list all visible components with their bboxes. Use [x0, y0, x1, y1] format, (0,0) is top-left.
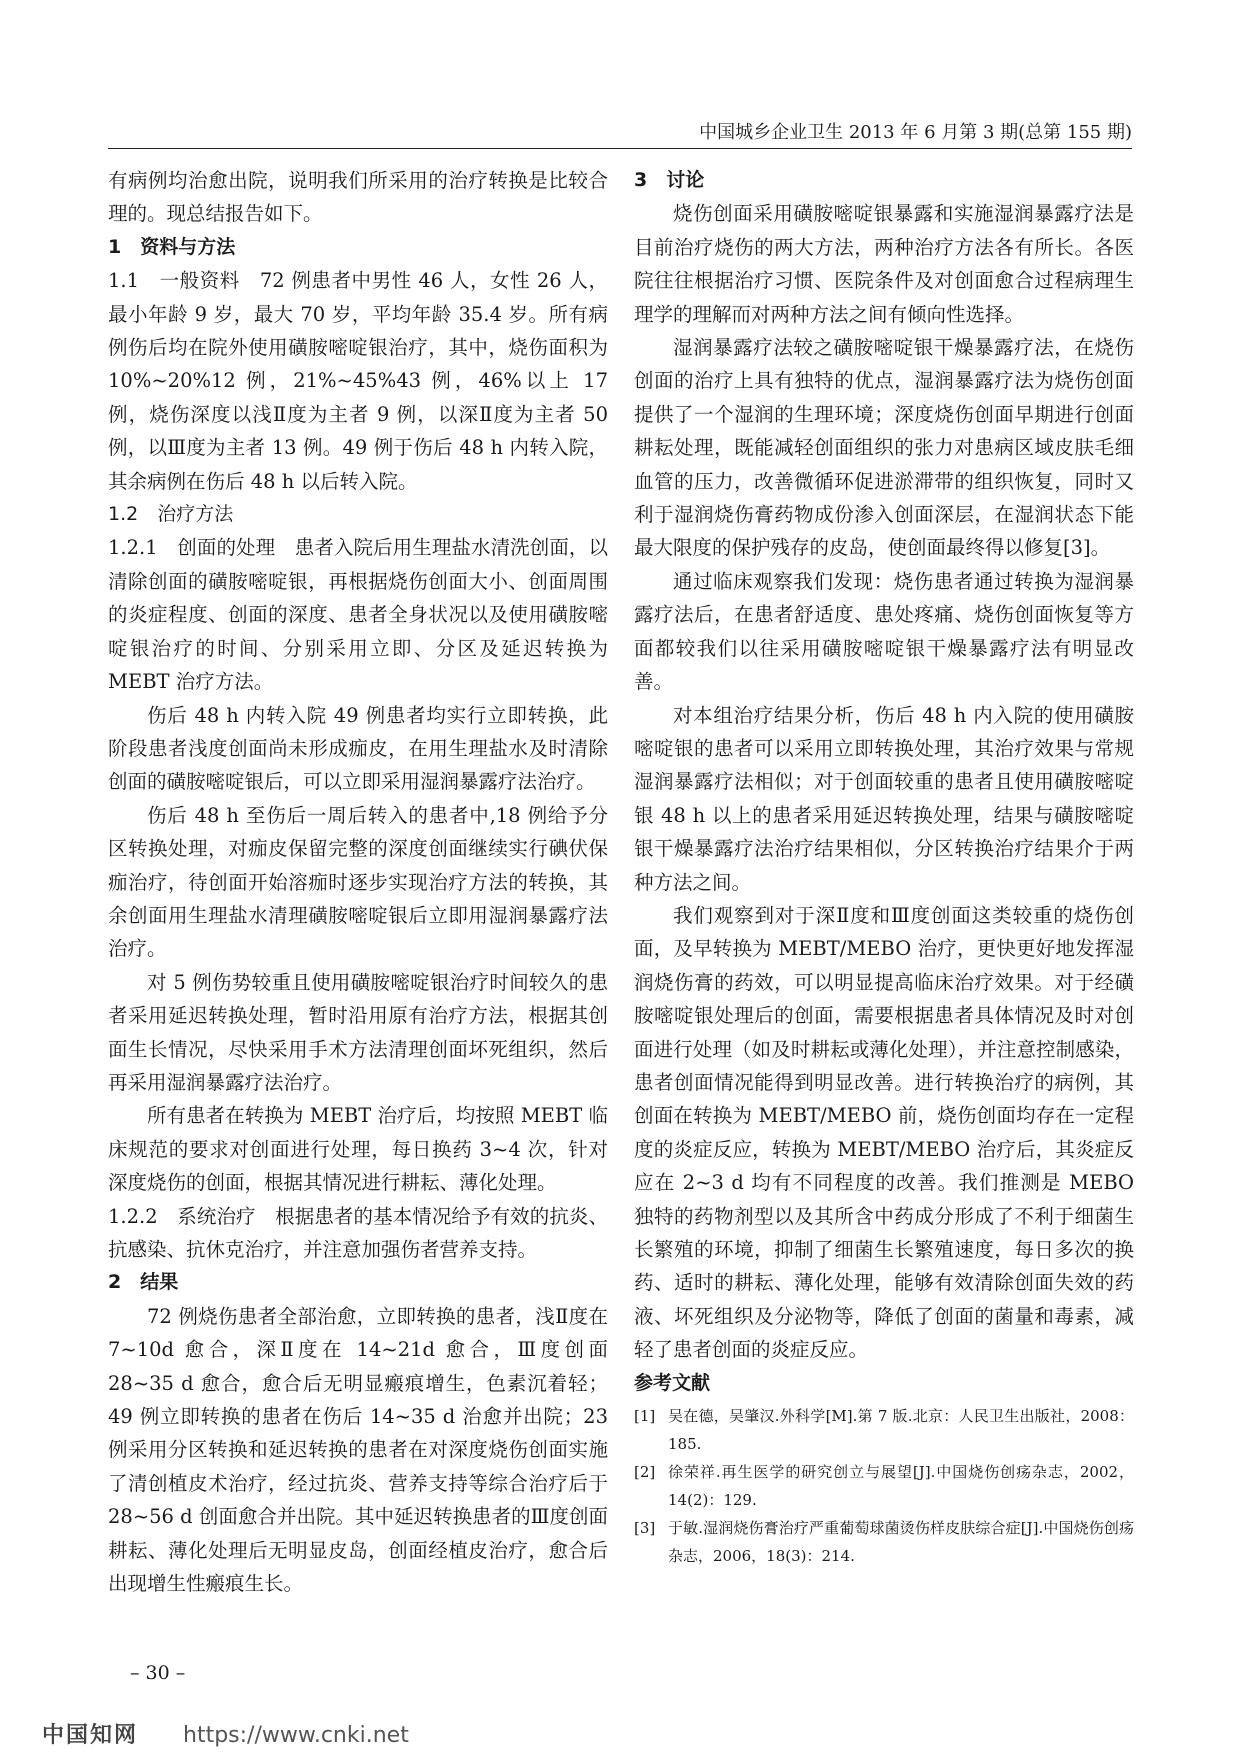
general-data-paragraph: 1.1 一般资料 72 例患者中男性 46 人，女性 26 人，最小年龄 9 岁，最大 70 岁，平均年龄 35.4 岁。所有病例伤后均在院外使用磺胺嘧啶银治疗，其中，烧伤面积为 10%~20%12 例，21%~45%43 例，46%以上 17 例，烧伤深度以浅Ⅱ度为主者 9 例，以深Ⅱ度为主者 50 例，以Ⅲ度为主者 13 例。49 例于伤后 48 h 内转入院，其余病例在伤后 48 h 以后转入院。 [108, 269, 608, 493]
intro-paragraph-end: 有病例均治愈出院，说明我们所采用的治疗转换是比较合理的。现总结报告如下。 [108, 169, 608, 226]
reference-number: [2] [634, 1463, 656, 1482]
zonal-conversion-paragraph: 伤后 48 h 至伤后一周后转入的患者中,18 例给予分区转换处理，对痂皮保留完整的深度创面继续实行碘伏保痂治疗，待创面开始溶痂时逐步实现治疗方法的转换，其余创面用生理盐水清理磺胺嘧啶银后立即用湿润暴露疗法治疗。 [108, 803, 608, 961]
immediate-conversion-paragraph: 伤后 48 h 内转入院 49 例患者均实行立即转换，此阶段患者浅度创面尚未形成痂皮，在用生理盐水及时清除创面的磺胺嘧啶银后，可以立即采用湿润暴露疗法治疗。 [108, 703, 608, 794]
section-heading-methods: 1 资料与方法 [108, 235, 236, 258]
discussion-paragraph-2: 湿润暴露疗法较之磺胺嘧啶银干燥暴露疗法，在烧伤创面的治疗上具有独特的优点，湿润暴露疗法为烧伤创面提供了一个湿润的生理环境；深度烧伤创面早期进行创面耕耘处理，既能减轻创面组织的张力对患病区域皮肤毛细血管的压力，改善微循环促进淤滞带的组织恢复，同时又利于湿润烧伤膏药物成份渗入创面深层，在湿润状态下能最大限度的保护残存的皮岛，使创面最终得以修复[3]。 [634, 336, 1134, 560]
discussion-paragraph-4: 对本组治疗结果分析，伤后 48 h 内入院的使用磺胺嘧啶银的患者可以采用立即转换处理，其治疗效果与常规湿润暴露疗法相似；对于创面较重的患者且使用磺胺嘧啶银 48 h 以上的患者采用延迟转换处理，结果与磺胺嘧啶银干燥暴露疗法治疗结果相似，分区转换治疗结果介于两种方法之间。 [634, 703, 1134, 894]
systemic-treatment-paragraph: 1.2.2 系统治疗 根据患者的基本情况给予有效的抗炎、抗感染、抗休克治疗，并注意加强伤者营养支持。 [108, 1204, 608, 1261]
discussion-paragraph-5: 我们观察到对于深Ⅱ度和Ⅲ度创面这类较重的烧伤创面，及早转换为 MEBT/MEBO 治疗，更快更好地发挥湿润烧伤膏的药效，可以明显提高临床治疗效果。对于经磺胺嘧啶银处理后的创面，需要根据患者具体情况及时对创面进行处理（如及时耕耘或薄化处理），并注意控制感染，患者创面情况能得到明显改善。进行转换治疗的病例，其创面在转换为 MEBT/MEBO 前，烧伤创面均存在一定程度的炎症反应，转换为 MEBT/MEBO 治疗后，其炎症反应在 2~3 d 均有不同程度的改善。我们推测是 MEBO 独特的药物剂型以及其所含中药成分形成了不利于细菌生长繁殖的环境，抑制了细菌生长繁殖速度，每日多次的换药、适时的耕耘、薄化处理，能够有效清除创面失效的药液、坏死组织及分泌物等，降低了创面的菌量和毒素，减轻了患者创面的炎症反应。 [634, 903, 1134, 1362]
reference-number: [1] [634, 1407, 656, 1426]
references-list [634, 1402, 1134, 1570]
reference-item [634, 1402, 1134, 1458]
discussion-paragraph-1: 烧伤创面采用磺胺嘧啶银暴露和实施湿润暴露疗法是目前治疗烧伤的两大方法，两种治疗方法各有所长。各医院往往根据治疗习惯、医院条件及对创面愈合过程病理生理学的理解而对两种方法之间有倾向性选择。 [634, 202, 1134, 326]
cnki-logo: 中国知网 [42, 1723, 139, 1748]
running-header: 中国城乡企业卫生 2013 年 6 月第 3 期(总第 155 期) [699, 122, 1132, 143]
reference-text: 吴在德，吴肇汉.外科学[M].第 7 版.北京：人民卫生出版社，2008：185. [668, 1407, 1134, 1454]
reference-item [634, 1514, 1134, 1570]
mebt-care-paragraph: 所有患者在转换为 MEBT 治疗后，均按照 MEBT 临床规范的要求对创面进行处理，每日换药 3~4 次，针对深度烧伤的创面，根据其情况进行耕耘、薄化处理。 [108, 1104, 608, 1195]
reference-item [634, 1458, 1134, 1514]
results-paragraph: 72 例烧伤患者全部治愈，立即转换的患者，浅Ⅱ度在 7~10d 愈合，深Ⅱ度在 14~21d 愈合，Ⅲ度创面 28~35 d 愈合，愈合后无明显瘢痕增生，色素沉着轻；49 例立即转换的患者在伤后 14~35 d 治愈并出院；23 例采用分区转换和延迟转换的患者在对深度烧伤创面实施了清创植皮术治疗，经过抗炎、营养支持等综合治疗后于 28~56 d 创面愈合并出院。其中延迟转换患者的Ⅲ度创面耕耘、薄化处理后无明显皮岛，创面经植皮治疗，愈合后出现增生性瘢痕生长。 [108, 1304, 608, 1596]
section-heading-discussion: 3 讨论 [634, 169, 705, 191]
delayed-conversion-paragraph: 对 5 例伤势较重且使用磺胺嘧啶银治疗时间较久的患者采用延迟转换处理，暂时沿用原有治疗方法，根据其创面生长情况，尽快采用手术方法清理创面坏死组织，然后再采用湿润暴露疗法治疗。 [108, 970, 608, 1094]
reference-text: 徐荣祥.再生医学的研究创立与展望[J].中国烧伤创疡杂志，2002，14(2)：129. [668, 1463, 1134, 1510]
right-column [634, 164, 1134, 1570]
section-heading-results: 2 结果 [108, 1271, 179, 1294]
subsection-heading-treatment: 1.2 治疗方法 [108, 503, 234, 526]
references-heading: 参考文献 [634, 1371, 711, 1394]
header-rule [108, 148, 1132, 149]
discussion-paragraph-3: 通过临床观察我们发现：烧伤患者通过转换为湿润暴露疗法后，在患者舒适度、患处疼痛、烧伤创面恢复等方面都较我们以往采用磺胺嘧啶银干燥暴露疗法有明显改善。 [634, 569, 1134, 694]
reference-text: 于敏.湿润烧伤膏治疗严重葡萄球菌烫伤样皮肤综合症[J].中国烧伤创疡杂志，2006，18(3)：214. [668, 1519, 1134, 1566]
page-number: – 30 – [130, 1662, 186, 1684]
reference-number: [3] [634, 1519, 656, 1538]
cnki-url[interactable]: https://www.cnki.net [183, 1723, 409, 1748]
footer-watermark [42, 1718, 409, 1749]
wound-treatment-paragraph: 1.2.1 创面的处理 患者入院后用生理盐水清洗创面，以清除创面的磺胺嘧啶银，再根据烧伤创面大小、创面周围的炎症程度、创面的深度、患者全身状况以及使用磺胺嘧啶银治疗的时间、分别采用立即、分区及延迟转换为 MEBT 治疗方法。 [108, 536, 608, 694]
left-column [108, 164, 608, 1600]
